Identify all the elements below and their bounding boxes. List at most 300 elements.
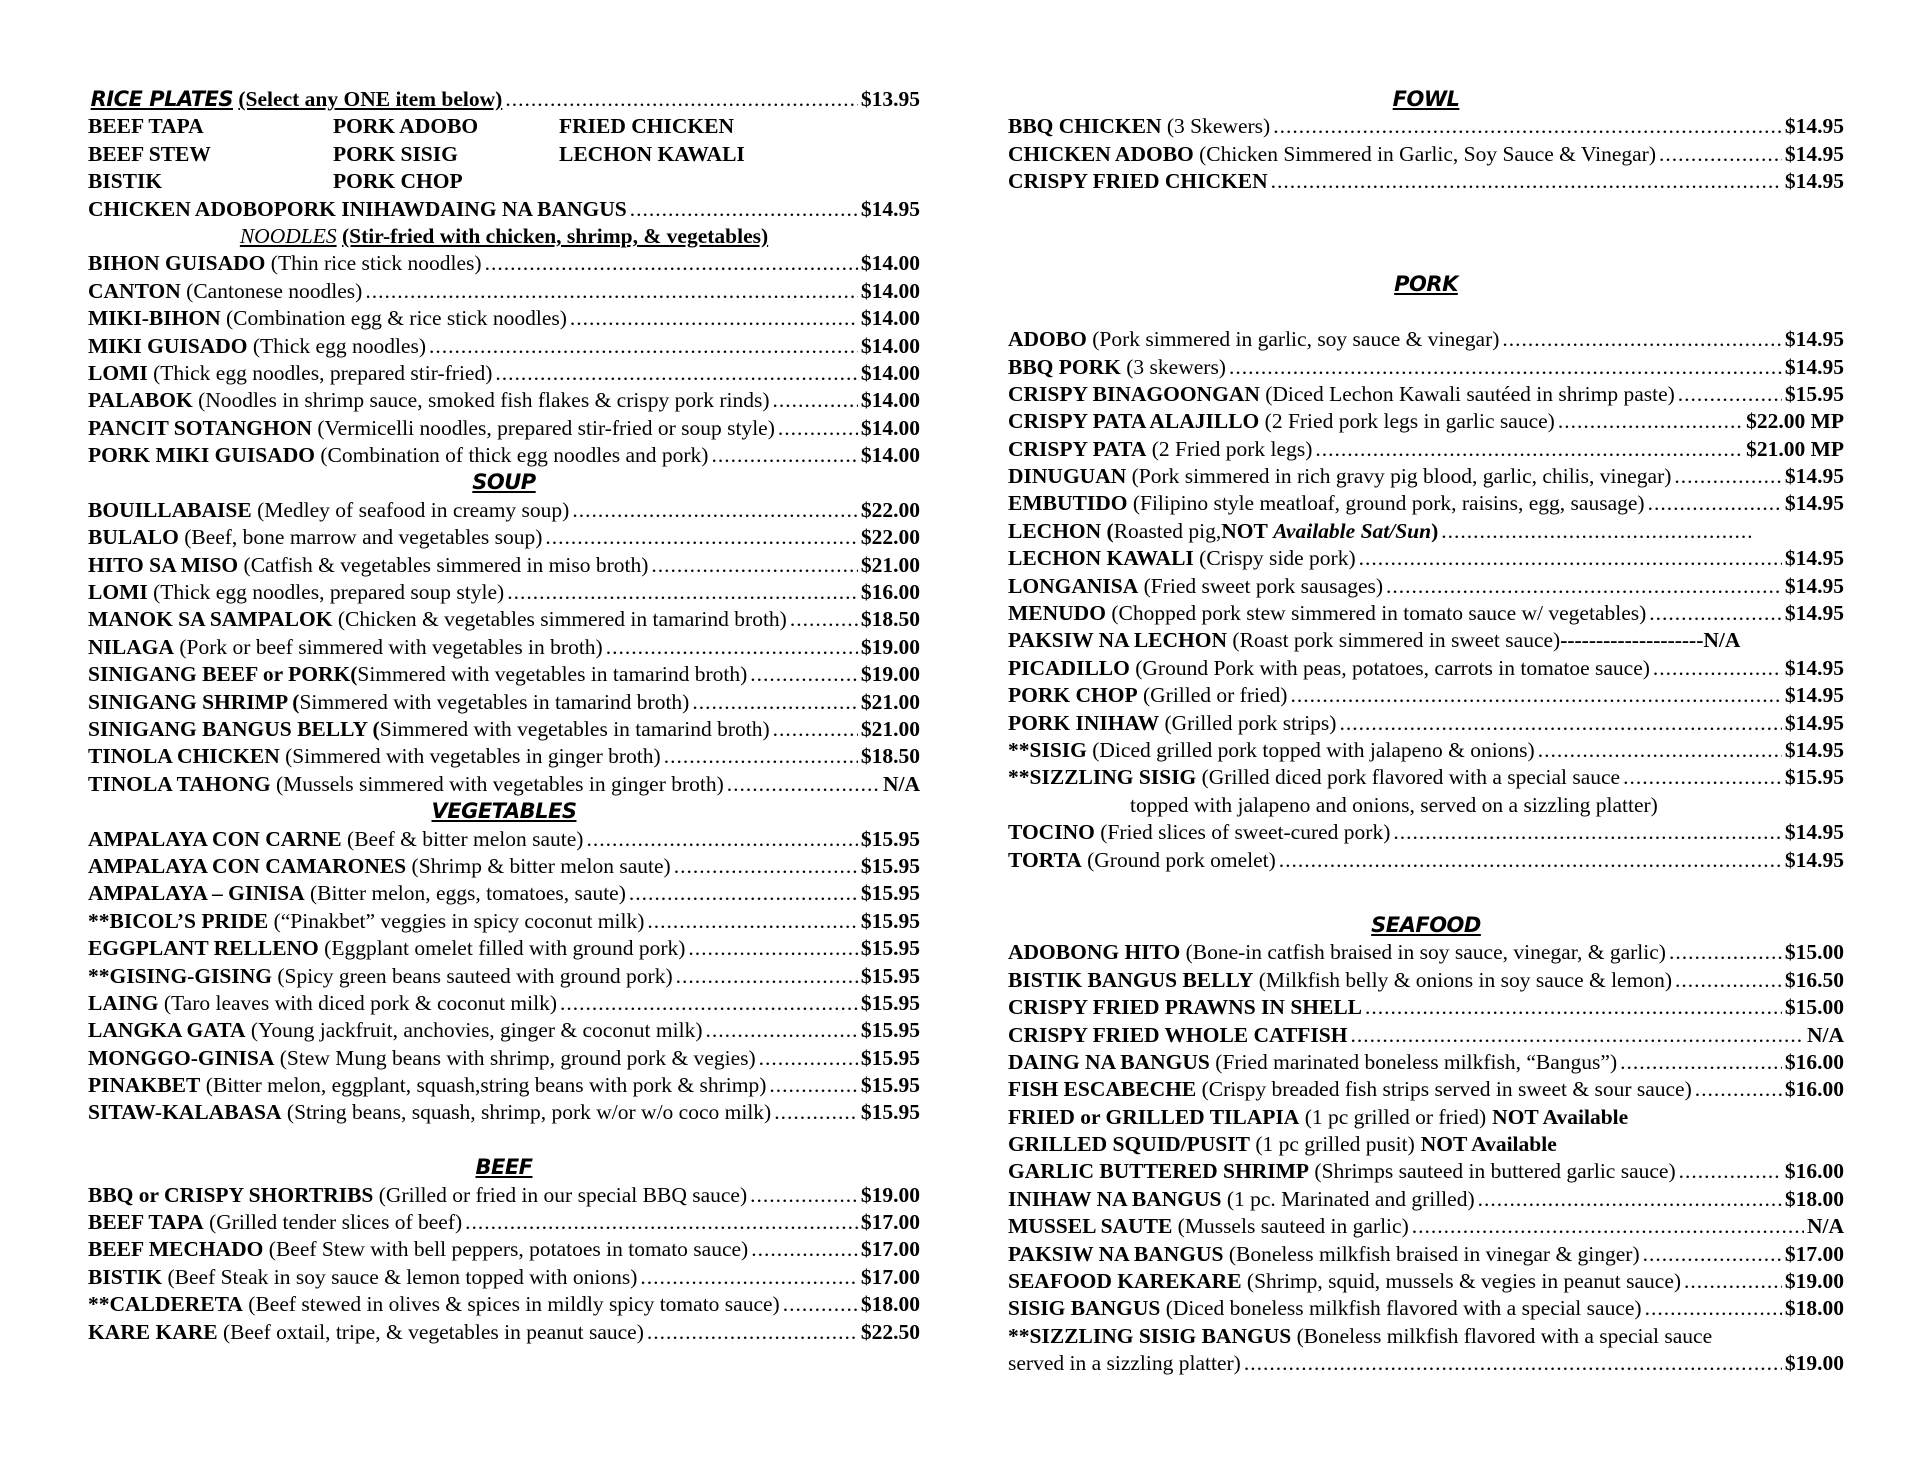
item-name: FRIED or GRILLED TILAPIA (1008, 1104, 1300, 1129)
menu-item (1008, 545, 1844, 572)
rice-plates-title: RICE PLATES (90, 87, 234, 111)
item-price: $14.95 (1784, 464, 1844, 489)
menu-item (1008, 1186, 1844, 1213)
item-name: BISTIK BANGUS BELLY (1008, 967, 1254, 992)
item-name: PICADILLO (1008, 655, 1130, 680)
item-price: $22.00 MP (1746, 409, 1844, 434)
menu-item (88, 1017, 920, 1044)
menu-item (88, 1319, 920, 1346)
rice-plates-header (88, 86, 920, 113)
item-price: $15.95 (860, 1100, 920, 1125)
item-desc: (Milkfish belly & onions in soy sauce & lemon) (1258, 967, 1672, 992)
item-desc: (Vermicelli noodles, prepared stir-fried or soup style) (317, 415, 775, 440)
item-desc: (Diced boneless milkfish flavored with a special sauce) (1165, 1296, 1642, 1321)
item-name: SITAW-KALABASA (88, 1100, 282, 1125)
item-desc: (2 Fried pork legs in garlic sauce) (1264, 409, 1555, 434)
item-price: $19.00 (1784, 1351, 1844, 1376)
menu-item (1008, 408, 1844, 435)
menu-item (1008, 600, 1844, 627)
menu-item (1008, 141, 1844, 168)
menu-item (88, 1099, 920, 1126)
item-name: DINUGUAN (1008, 464, 1127, 489)
item-name: BOUILLABAISE (88, 497, 252, 522)
beef-list (88, 1182, 920, 1346)
menu-item (1008, 1158, 1844, 1185)
item-desc: (Mussels simmered with vegetables in ginger broth) (275, 771, 724, 796)
item-price: $14.95 (1784, 847, 1844, 872)
menu-item (88, 387, 920, 414)
item-desc: (Beef & bitter melon saute) (347, 826, 584, 851)
menu-item (88, 826, 920, 853)
seafood-header (1008, 912, 1844, 939)
item-price: $15.95 (860, 881, 920, 906)
menu-item (1008, 436, 1844, 463)
item-price: $15.95 (860, 1045, 920, 1070)
item-price: $18.50 (860, 607, 920, 632)
item-name: **SIZZLING SISIG (1008, 765, 1197, 790)
item-name: SEAFOOD KAREKARE (1008, 1269, 1242, 1294)
menu-item (88, 853, 920, 880)
item-desc: (2 Fried pork legs) (1151, 436, 1313, 461)
menu-item (88, 606, 920, 633)
menu-item (1008, 994, 1844, 1021)
item-desc: (Crispy breaded fish strips served in sweet & sour sauce) (1201, 1077, 1692, 1102)
item-name: PINAKBET (88, 1073, 201, 1098)
item-name: GRILLED SQUID/PUSIT (1008, 1132, 1250, 1157)
item-name: CRISPY PATA ALAJILLO (1008, 409, 1260, 434)
item-price: $21.00 (860, 716, 920, 741)
item-desc: (String beans, squash, shrimp, pork w/or w/o coco milk) (286, 1100, 772, 1125)
left-column (88, 86, 920, 1346)
item-name: LOMI (88, 360, 148, 385)
item-price: $15.95 (860, 990, 920, 1015)
menu-item (88, 771, 920, 798)
rice-item: DAING NA BANGUS (424, 196, 627, 221)
item-name: LOMI (88, 580, 148, 605)
item-desc: (Bitter melon, eggs, tomatoes, saute) (310, 881, 626, 906)
item-desc: (Thin rice stick noodles) (270, 251, 482, 276)
menu-item (1008, 737, 1844, 764)
item-price: $18.50 (860, 744, 920, 769)
seafood-list-b (1008, 1158, 1844, 1322)
item-name: BEEF TAPA (88, 1210, 204, 1235)
item-price: $14.95 (1784, 114, 1844, 139)
item-desc: (Chicken Simmered in Garlic, Soy Sauce & Vinegar) (1199, 141, 1657, 166)
item-availability: Available Sat/Sun (1273, 518, 1432, 543)
item-price: $16.00 (1784, 1159, 1844, 1184)
item-name: CRISPY FRIED CHICKEN (1008, 169, 1268, 194)
menu-item (1008, 326, 1844, 353)
menu-item (88, 1236, 920, 1263)
item-desc: (Fried sweet pork sausages) (1143, 573, 1384, 598)
menu-item (88, 579, 920, 606)
menu-item-sizzling-bangus-cont (1008, 1350, 1844, 1377)
item-desc: (“Pinakbet” veggies in spicy coconut milk) (273, 908, 645, 933)
item-desc: (1 pc grilled pusit) (1255, 1132, 1415, 1157)
item-price: $17.00 (860, 1237, 920, 1262)
item-desc: (Bitter melon, eggplant, squash,string beans with pork & shrimp) (205, 1073, 767, 1098)
item-name: TORTA (1008, 847, 1082, 872)
noodles-list (88, 250, 920, 469)
item-name: MONGGO-GINISA (88, 1045, 275, 1070)
item-price: $14.95 (1784, 655, 1844, 680)
item-price: $14.95 (1784, 738, 1844, 762)
item-name: CANTON (88, 278, 181, 303)
menu-item (88, 497, 920, 524)
item-desc: (Crispy side pork) (1199, 546, 1356, 571)
item-name: MIKI GUISADO (88, 333, 248, 358)
item-name: SISIG BANGUS (1008, 1296, 1161, 1321)
item-close-paren: ) (1431, 518, 1439, 543)
item-price: $15.95 (1784, 765, 1844, 790)
item-price: $14.00 (860, 443, 920, 468)
menu-item (1008, 1295, 1844, 1322)
item-note: NOT Available (1492, 1104, 1629, 1129)
item-name: **CALDERETA (88, 1292, 243, 1317)
item-price: $15.95 (1784, 381, 1844, 406)
pork-title: PORK (1394, 272, 1458, 297)
item-name: BISTIK (88, 1264, 163, 1289)
item-name: MIKI-BIHON (88, 306, 221, 331)
fowl-list (1008, 113, 1844, 195)
item-desc: (Combination egg & rice stick noodles) (225, 306, 567, 331)
item-desc: (Roast pork simmered in sweet sauce) (1232, 628, 1561, 653)
item-price: $17.00 (860, 1264, 920, 1289)
item-desc: (Beef Stew with bell peppers, potatoes in tomato sauce) (268, 1237, 749, 1262)
item-desc: (Noodles in shrimp sauce, smoked fish flakes & crispy pork rinds) (198, 388, 770, 413)
menu-item (88, 278, 920, 305)
item-name: LECHON ( (1008, 518, 1114, 543)
item-desc: (Chopped pork stew simmered in tomato sauce w/ vegetables) (1111, 601, 1647, 626)
item-name: AMPALAYA CON CAMARONES (88, 853, 407, 878)
item-name: GARLIC BUTTERED SHRIMP (1008, 1159, 1310, 1184)
item-price: $14.00 (860, 415, 920, 440)
item-name: **SISIG (1008, 738, 1087, 762)
item-price: $14.95 (1784, 169, 1844, 194)
item-price: $14.95 (1784, 573, 1844, 598)
item-desc: (3 Skewers) (1166, 114, 1271, 139)
item-name: AMPALAYA – GINISA (88, 881, 305, 906)
rice-row-last (88, 196, 920, 223)
item-desc: (1 pc. Marinated and grilled) (1226, 1186, 1475, 1211)
item-name: SINIGANG SHRIMP ( (88, 689, 300, 714)
item-name: **SIZZLING SISIG BANGUS (1008, 1323, 1292, 1348)
item-desc: (Diced Lechon Kawali sautéed in shrimp paste) (1265, 381, 1675, 406)
item-desc: (Beef, bone marrow and vegetables soup) (184, 525, 543, 550)
item-name: CRISPY FRIED WHOLE CATFISH (1008, 1022, 1348, 1047)
item-desc: (Eggplant omelet filled with ground pork) (324, 936, 686, 961)
menu-item (88, 360, 920, 387)
menu-item-lechon (1008, 518, 1844, 545)
item-desc: (Boneless milkfish flavored with a special sauce (1296, 1323, 1713, 1348)
item-price: $17.00 (860, 1210, 920, 1235)
item-price: $19.00 (860, 662, 920, 687)
item-name: CRISPY BINAGOONGAN (1008, 381, 1260, 406)
menu-item (88, 743, 920, 770)
item-note: NOT Available (1420, 1132, 1557, 1157)
item-desc: (Simmered with vegetables in ginger broth) (285, 744, 661, 769)
menu-item (88, 524, 920, 551)
menu-item (1008, 967, 1844, 994)
item-price: $14.00 (860, 251, 920, 276)
rice-item: PORK SISIG (333, 141, 458, 166)
item-name: **GISING-GISING (88, 963, 272, 988)
item-name: EMBUTIDO (1008, 491, 1128, 516)
fowl-header (1008, 86, 1844, 113)
item-name: LAING (88, 990, 159, 1015)
menu-item (88, 935, 920, 962)
item-price: $15.95 (860, 963, 920, 988)
item-name: PORK INIHAW (1008, 710, 1160, 735)
item-name: BIHON GUISADO (88, 251, 266, 276)
menu-item (88, 1072, 920, 1099)
item-name: ADOBO (1008, 327, 1087, 352)
item-desc: (Fried marinated boneless milkfish, “Bangus”) (1215, 1049, 1618, 1074)
vegetables-header (88, 798, 920, 825)
pork-list-c (1008, 655, 1844, 792)
item-dashes: -------------------- (1560, 628, 1704, 653)
item-name: CRISPY FRIED PRAWNS IN SHELL (1008, 995, 1363, 1020)
soup-list (88, 497, 920, 798)
item-price: $14.95 (1784, 683, 1844, 708)
menu-item (88, 552, 920, 579)
soup-header (88, 469, 920, 496)
item-desc: (Beef stewed in olives & spices in mildly spicy tomato sauce) (248, 1292, 780, 1317)
menu-item (88, 990, 920, 1017)
menu-item (1008, 1022, 1844, 1049)
item-desc: Simmered with vegetables in tamarind broth) (379, 716, 770, 741)
item-desc: (Ground pork omelet) (1087, 847, 1276, 872)
item-desc: (Medley of seafood in creamy soup) (257, 497, 570, 522)
beef-title: BEEF (475, 1155, 533, 1180)
item-name: PANCIT SOTANGHON (88, 415, 312, 440)
item-price: $16.00 (860, 580, 920, 605)
rice-plates-subtitle: (Select any ONE item below) (238, 87, 503, 111)
item-name: MANOK SA SAMPALOK (88, 607, 333, 632)
menu-item (1008, 682, 1844, 709)
item-desc: (3 skewers) (1126, 354, 1226, 379)
item-name: KARE KARE (88, 1319, 218, 1344)
menu-item (1008, 939, 1844, 966)
item-price: $19.00 (1784, 1269, 1844, 1294)
item-price: $14.95 (1784, 354, 1844, 379)
item-desc: (Beef oxtail, tripe, & vegetables in peanut sauce) (222, 1319, 644, 1344)
rice-item: PORK ADOBO (333, 114, 479, 139)
item-name: TINOLA TAHONG (88, 771, 271, 796)
rice-item: PORK INIHAW (273, 196, 425, 221)
vegetables-title: VEGETABLES (431, 799, 577, 824)
item-price: $18.00 (1784, 1186, 1844, 1211)
menu-item-tilapia (1008, 1104, 1844, 1131)
vegetables-list (88, 826, 920, 1127)
menu-item (88, 1291, 920, 1318)
item-desc: (Mussels sauteed in garlic) (1177, 1214, 1409, 1239)
menu-item (1008, 463, 1844, 490)
item-price: $14.00 (860, 388, 920, 413)
rice-item: BEEF STEW (88, 141, 211, 166)
item-name: PORK MIKI GUISADO (88, 443, 315, 468)
item-price: $14.95 (1784, 601, 1844, 626)
item-price: N/A (1703, 628, 1741, 653)
item-desc: (Combination of thick egg noodles and pork) (320, 443, 709, 468)
menu-item (1008, 1076, 1844, 1103)
item-name: DAING NA BANGUS (1008, 1049, 1210, 1074)
noodles-subtitle: (Stir-fried with chicken, shrimp, & vegetables) (341, 223, 769, 248)
pork-header (1008, 271, 1844, 298)
item-price: $19.00 (860, 634, 920, 659)
item-name: LANGKA GATA (88, 1018, 246, 1043)
menu-item (88, 250, 920, 277)
item-desc: (Catfish & vegetables simmered in miso broth) (243, 552, 649, 577)
menu-item (88, 880, 920, 907)
rice-item: BISTIK (88, 169, 163, 194)
item-price: $15.95 (860, 936, 920, 961)
item-desc: (Chicken & vegetables simmered in tamarind broth) (337, 607, 787, 632)
item-price: $16.00 (1784, 1077, 1844, 1102)
item-desc: (Bone-in catfish braised in soy sauce, vinegar, & garlic) (1185, 940, 1666, 965)
item-price: N/A (1806, 1214, 1844, 1239)
item-price: $15.95 (860, 1073, 920, 1098)
item-name: TINOLA CHICKEN (88, 744, 280, 769)
item-price: $21.00 MP (1746, 436, 1844, 461)
item-name: **BICOL’S PRIDE (88, 908, 269, 933)
menu-item (1008, 1049, 1844, 1076)
item-desc: (Diced grilled pork topped with jalapeno & onions) (1092, 738, 1535, 762)
menu-item-sizzling-bangus (1008, 1323, 1844, 1350)
item-desc: (Shrimp, squid, mussels & vegies in peanut sauce) (1246, 1269, 1682, 1294)
menu-item (1008, 764, 1844, 791)
item-price: $22.00 (860, 525, 920, 550)
menu-item (88, 908, 920, 935)
item-price: $14.95 (1784, 141, 1844, 166)
menu-item (1008, 1213, 1844, 1240)
item-price: $14.95 (1784, 546, 1844, 571)
rice-row (88, 168, 920, 195)
fowl-title: FOWL (1392, 87, 1460, 111)
rice-item: FRIED CHICKEN (559, 114, 735, 139)
item-price: $22.00 (860, 497, 920, 522)
item-price: $15.00 (1784, 940, 1844, 965)
item-name: CRISPY PATA (1008, 436, 1147, 461)
item-name: BEEF MECHADO (88, 1237, 264, 1262)
item-name: MUSSEL SAUTE (1008, 1214, 1173, 1239)
item-desc: (Thick egg noodles, prepared stir-fried) (153, 360, 493, 385)
item-name: LECHON KAWALI (1008, 546, 1194, 571)
item-name: TOCINO (1008, 820, 1095, 845)
item-name: ADOBONG HITO (1008, 940, 1181, 965)
menu-item (1008, 710, 1844, 737)
menu-item (88, 716, 920, 743)
seafood-title: SEAFOOD (1371, 912, 1481, 937)
item-price: $18.00 (860, 1292, 920, 1317)
item-desc: (Thick egg noodles, prepared soup style) (153, 580, 505, 605)
menu-item (1008, 354, 1844, 381)
item-desc: (Young jackfruit, anchovies, ginger & coconut milk) (250, 1018, 703, 1043)
item-desc: (Shrimp & bitter melon saute) (411, 853, 671, 878)
item-price: $15.95 (860, 1018, 920, 1043)
menu-item (1008, 381, 1844, 408)
item-name: BBQ or CRISPY SHORTRIBS (88, 1182, 374, 1207)
right-column (1008, 86, 1844, 1378)
menu-item (1008, 1241, 1844, 1268)
item-name: AMPALAYA CON CARNE (88, 826, 342, 851)
item-desc: (Thick egg noodles) (252, 333, 427, 358)
item-desc: Simmered with vegetables in tamarind broth) (299, 689, 690, 714)
item-price: $14.95 (1784, 710, 1844, 735)
menu-item (88, 442, 920, 469)
rice-item: BEEF TAPA (88, 114, 204, 139)
item-price: $21.00 (860, 552, 920, 577)
menu-item (88, 415, 920, 442)
item-name: MENUDO (1008, 601, 1106, 626)
item-price: $15.95 (860, 826, 920, 851)
item-desc: (Stew Mung beans with shrimp, ground pork & vegies) (279, 1045, 756, 1070)
menu-item (1008, 847, 1844, 874)
beef-header (88, 1154, 920, 1181)
item-price: N/A (1806, 1022, 1844, 1047)
item-name: SINIGANG BANGUS BELLY ( (88, 716, 380, 741)
item-desc: (Grilled or fried) (1142, 683, 1288, 708)
item-name: FISH ESCABECHE (1008, 1077, 1197, 1102)
item-price: $14.00 (860, 306, 920, 331)
item-price: $14.00 (860, 333, 920, 358)
item-price: N/A (882, 771, 920, 796)
item-desc: (Taro leaves with diced pork & coconut milk) (163, 990, 558, 1015)
menu-item (88, 963, 920, 990)
rice-item: LECHON KAWALI (559, 141, 745, 166)
item-note: NOT (1221, 518, 1268, 543)
menu-item-squid (1008, 1131, 1844, 1158)
item-price: $15.00 (1784, 995, 1844, 1020)
item-name: NILAGA (88, 634, 175, 659)
item-name: BBQ CHICKEN (1008, 114, 1162, 139)
menu-item (88, 305, 920, 332)
item-desc: (Boneless milkfish braised in vinegar & ginger) (1228, 1241, 1640, 1266)
item-desc: (Shrimps sauteed in buttered garlic sauce) (1314, 1159, 1676, 1184)
rice-row (88, 113, 920, 140)
item-desc: (Fried slices of sweet-cured pork) (1100, 820, 1391, 845)
item-name: PALABOK (88, 388, 193, 413)
menu-item (1008, 1268, 1844, 1295)
item-price: $14.00 (860, 360, 920, 385)
item-price: $21.00 (860, 689, 920, 714)
item-desc: (Pork or beef simmered with vegetables in broth) (179, 634, 603, 659)
pork-list-a (1008, 326, 1844, 518)
menu-item (88, 634, 920, 661)
pork-list-d (1008, 819, 1844, 874)
menu-item (1008, 819, 1844, 846)
pork-list-b (1008, 545, 1844, 627)
item-desc: (Filipino style meatloaf, ground pork, raisins, egg, sausage) (1132, 491, 1645, 516)
item-desc: (Cantonese noodles) (186, 278, 363, 303)
item-desc: (Grilled diced pork flavored with a special sauce (1201, 765, 1621, 790)
item-price: $16.50 (1784, 967, 1844, 992)
menu-item (1008, 573, 1844, 600)
menu-item (88, 1209, 920, 1236)
item-name: SINIGANG BEEF or PORK( (88, 662, 358, 687)
menu-item (88, 689, 920, 716)
item-name: CHICKEN ADOBO (1008, 141, 1194, 166)
rice-item: CHICKEN ADOBO (88, 196, 274, 221)
rice-item-price: $14.95 (860, 196, 920, 221)
item-price: $18.00 (1784, 1296, 1844, 1321)
item-price: $14.95 (1784, 491, 1844, 516)
item-desc: (Grilled or fried in our special BBQ sauce) (378, 1182, 748, 1207)
noodles-header (88, 223, 920, 250)
item-name: BBQ PORK (1008, 354, 1121, 379)
menu-item (1008, 655, 1844, 682)
item-price: $19.00 (860, 1182, 920, 1207)
